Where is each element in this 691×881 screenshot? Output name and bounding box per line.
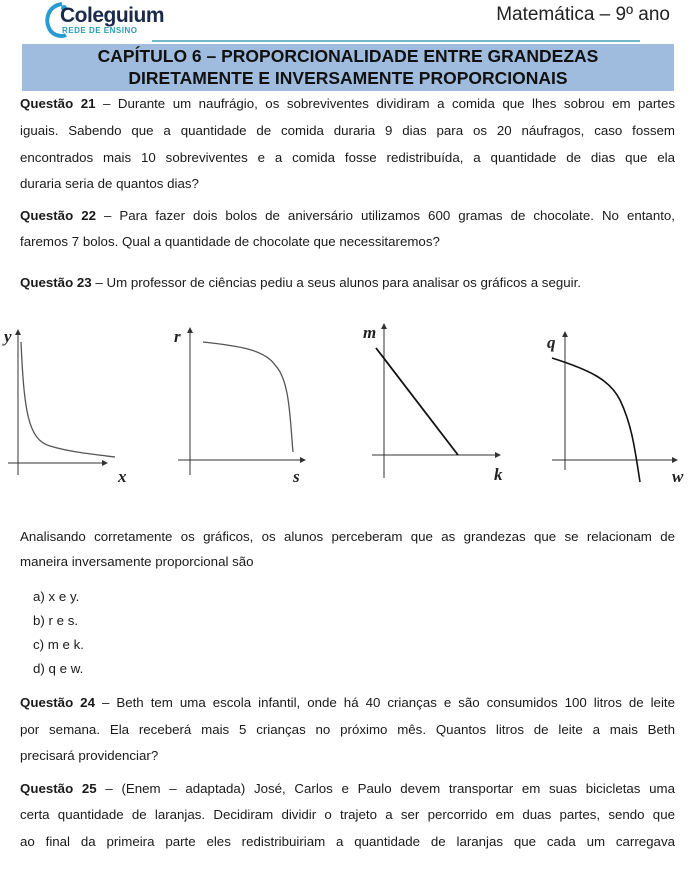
- header-divider: [152, 40, 640, 42]
- graph-y-label: q: [547, 333, 556, 352]
- graph-y-label: m: [363, 323, 377, 342]
- chapter-title-line1: CAPÍTULO 6 – PROPORCIONALIDADE ENTRE GRANDEZAS: [97, 46, 599, 66]
- graph-s-r: [174, 327, 305, 485]
- q23-line: [20, 275, 675, 290]
- q23-label: Questão 23: [20, 275, 92, 290]
- q22-line: [20, 208, 675, 223]
- option-a: a) x e y.: [33, 589, 80, 604]
- q24-label: Questão 24: [20, 695, 95, 710]
- graph-x-label: k: [494, 465, 503, 484]
- graph-x-label: s: [293, 467, 300, 485]
- graph-w-q: [547, 332, 684, 485]
- q22-label: Questão 22: [20, 208, 96, 223]
- graphs: [0, 310, 691, 485]
- q24-line: por semana. Ela receberá mais 5 crianças no próximo mês. Quantos litros de leite a mais Beth: [20, 722, 675, 737]
- graph-y-label: r: [174, 327, 181, 346]
- q23-prompt-line: maneira inversamente proporcional são: [20, 554, 254, 569]
- q22-text: – Para fazer dois bolos de aniversário utilizamos 600 gramas de chocolate. No entanto,: [95, 208, 675, 223]
- q25-label: Questão 25: [20, 781, 97, 796]
- q23-text: – Um professor de ciências pediu a seus alunos para analisar os gráficos a seguir.: [91, 275, 581, 290]
- q21-line: [20, 96, 675, 111]
- subject-title: Matemática – 9º ano: [496, 4, 670, 25]
- q24-line: precisará providenciar?: [20, 748, 159, 763]
- q25-line: [20, 781, 675, 796]
- chapter-title-line2: DIRETAMENTE E INVERSAMENTE PROPORCIONAIS: [128, 68, 568, 88]
- q21-line: iguais. Sabendo que a quantidade de comida duraria 9 dias para os 20 náufragos, caso fossem: [20, 123, 675, 138]
- q24-line: [20, 695, 675, 710]
- option-b: b) r e s.: [33, 613, 79, 628]
- q25-text: – (Enem – adaptada) José, Carlos e Paulo devem transportar em suas bicicletas uma: [96, 781, 676, 796]
- q21-line: encontrados mais 10 sobreviventes e a comida fosse redistribuída, a quantidade de dias que ela: [20, 150, 675, 165]
- q21-line: duraria seria de quantos dias?: [20, 176, 199, 191]
- q23-prompt-line: Analisando corretamente os gráficos, os alunos perceberam que as grandezas que se relacionam de: [20, 529, 675, 544]
- q24-text: – Beth tem uma escola infantil, onde há 40 crianças e são consumidos 100 litros de leite: [94, 695, 675, 710]
- q25-line: certa quantidade de laranjas. Decidiram dividir o trajeto a ser percorrido em duas partes, sendo que: [20, 807, 675, 822]
- graph-x-y: [2, 327, 127, 485]
- graph-y-label: y: [4, 327, 12, 346]
- q21-label: Questão 21: [20, 96, 96, 111]
- graph-x-label: w: [672, 467, 684, 485]
- option-c: c) m e k.: [33, 637, 84, 652]
- graph-k-m: [363, 323, 503, 484]
- option-d: d) q e w.: [33, 661, 84, 676]
- q21-text: – Durante um naufrágio, os sobreviventes dividiram a comida que lhes sobrou em partes: [95, 96, 675, 111]
- graph-x-label: x: [118, 467, 127, 485]
- logo-name: Coleguium: [60, 4, 164, 27]
- q22-line: faremos 7 bolos. Qual a quantidade de chocolate que necessitaremos?: [20, 234, 440, 249]
- q25-line: ao final da primeira parte eles redistribuiriam a quantidade de laranjas que cada um carregava: [20, 834, 675, 849]
- logo-subtitle: REDE DE ENSINO: [62, 26, 138, 35]
- chapter-banner: [22, 44, 674, 91]
